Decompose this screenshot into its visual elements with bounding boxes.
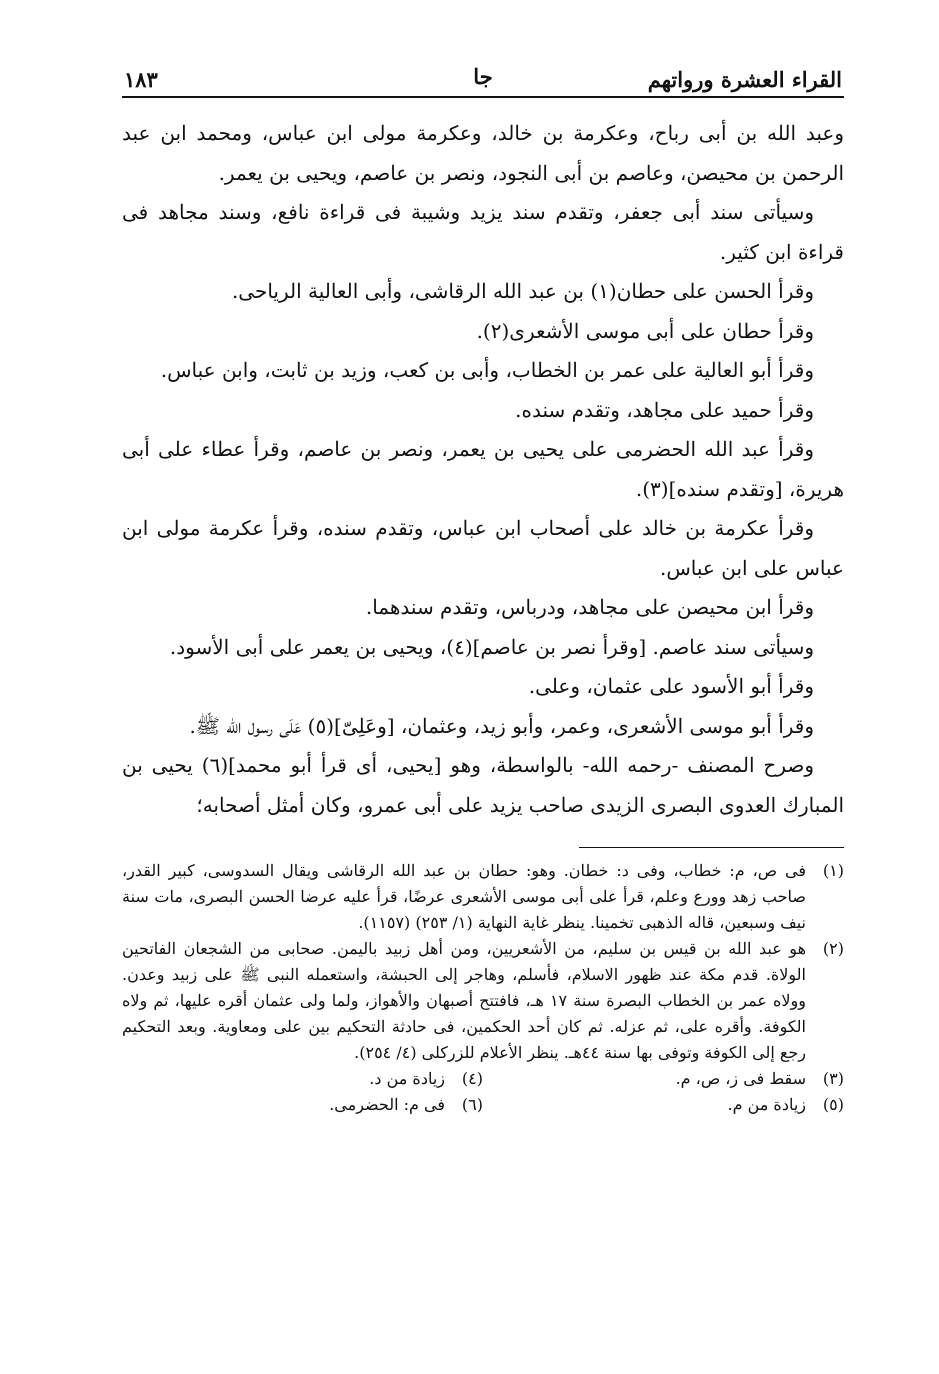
main-text (122, 114, 844, 825)
paragraph: وقرأ الحسن على حطان(١) بن عبد الله الرقاشى، وأبى العالية الرياحى. (231, 279, 814, 303)
footnote-text: سقط فى ز، ص، م. (675, 1069, 806, 1088)
footnote-number: (١) (822, 861, 844, 880)
footnote-text: هو عبد الله بن قيس بن سليم، من الأشعريين، ومن أهل زبيد باليمن. صحابى من الشجعان الفاتحين الولاة. قدم مكة عند ظهور الاسلام، فأسلم، وهاجر إلى الحبشة، واستعمله النبى ﷺ على زبيد وعدن. وولاه عمر بن الخطاب البصرة سنة ١٧ هـ، فافتتح أصبهان والأهواز، ولما ولى عثمان أقره عليها، ثم ولاه الكوفة. وأقره على، ثم عزله. ثم كان أحد الحكمين، فى حادثة التحكيم بين على ومعاوية. وبعد التحكيم رجع إلى الكوفة وتوفى بها سنة ٤٤هـ. ينظر الأعلام للزركلى (٤/ ٢٥٤). (122, 939, 806, 1062)
footnote (122, 1066, 483, 1092)
footnote-number: (٦) (461, 1095, 483, 1114)
footnotes (122, 858, 844, 1118)
volume-label: جا (473, 64, 493, 89)
footnote (122, 1092, 483, 1118)
footnote (122, 858, 844, 936)
footnote-text: فى ص، م: خطاب، وفى د: خطان. وهو: حطان بن عبد الله الرقاشى ويقال السدوسى، كبير القدر، صاحب زهد وورع وعلم، قرأ على أبى موسى الأشعرى عرضًا، قرأ عليه عرضا الحسن البصرى، مات سنة نيف وسبعين، قاله الذهبى تخمينا. ينظر غاية النهاية (١/ ٢٥٣) (١١٥٧). (122, 861, 806, 932)
footnote (122, 936, 844, 1066)
page (122, 58, 844, 1118)
header-title: القراء العشرة ورواتهم (647, 67, 842, 92)
footnote-text: زيادة من د. (369, 1069, 445, 1088)
paragraph: وقرأ أبو موسى الأشعرى، وعمر، وأبو زيد، وعثمان، [وعَلِىّ](٥) عَلَى رسول الله ﷺ. (189, 713, 814, 738)
footnote-row (122, 1092, 844, 1118)
page-number: ١٨٣ (124, 67, 158, 92)
paragraph: وقرأ عبد الله الحضرمى على يحيى بن يعمر، ونصر بن عاصم، وقرأ عطاء على أبى هريرة، [وتقدم سنده](٣). (122, 437, 844, 501)
running-header (122, 58, 844, 98)
footnote-row (122, 1066, 844, 1092)
paragraph: وسيأتى سند عاصم. [وقرأ نصر بن عاصم](٤)، ويحيى بن يعمر على أبى الأسود. (169, 634, 814, 659)
footnote-number: (٥) (822, 1095, 844, 1114)
paragraph: وقرأ ابن محيصن على مجاهد، ودرباس، وتقدم سندهما. (365, 595, 814, 619)
paragraph: وعبد الله بن أبى رباح، وعكرمة بن خالد، وعكرمة مولى ابن عباس، ومحمد ابن عبد الرحمن بن محيصن، وعاصم بن أبى النجود، ونصر بن عاصم، ويحيى بن يعمر. (122, 121, 844, 185)
paragraph: وقرأ أبو العالية على عمر بن الخطاب، وأبى بن كعب، وزيد بن ثابت، وابن عباس. (160, 358, 814, 382)
paragraph: وقرأ عكرمة بن خالد على أصحاب ابن عباس، وتقدم سنده، وقرأ عكرمة مولى ابن عباس على ابن عباس. (122, 516, 844, 580)
paragraph: وقرأ حطان على أبى موسى الأشعرى(٢). (476, 318, 814, 343)
footnote-separator (579, 847, 844, 848)
paragraph: وقرأ أبو الأسود على عثمان، وعلى. (528, 674, 814, 698)
paragraph: وقرأ حميد على مجاهد، وتقدم سنده. (515, 397, 814, 422)
footnote-text: فى م: الحضرمى. (329, 1095, 445, 1114)
paragraph: وصرح المصنف -رحمه الله- بالواسطة، وهو [يحيى، أى قرأ أبو محمد](٦) يحيى بن المبارك العدوى البصرى الزيدى صاحب يزيد على أبى عمرو، وكان أمثل أصحابه؛ (122, 753, 844, 817)
footnote-number: (٣) (822, 1069, 844, 1088)
footnote-number: (٢) (822, 939, 844, 958)
footnote (483, 1066, 844, 1092)
footnote-text: زيادة من م. (727, 1095, 806, 1114)
paragraph: وسيأتى سند أبى جعفر، وتقدم سند يزيد وشيبة فى قراءة نافع، وسند مجاهد فى قراءة ابن كثير. (122, 200, 844, 264)
footnote-number: (٤) (461, 1069, 483, 1088)
footnote (483, 1092, 844, 1118)
